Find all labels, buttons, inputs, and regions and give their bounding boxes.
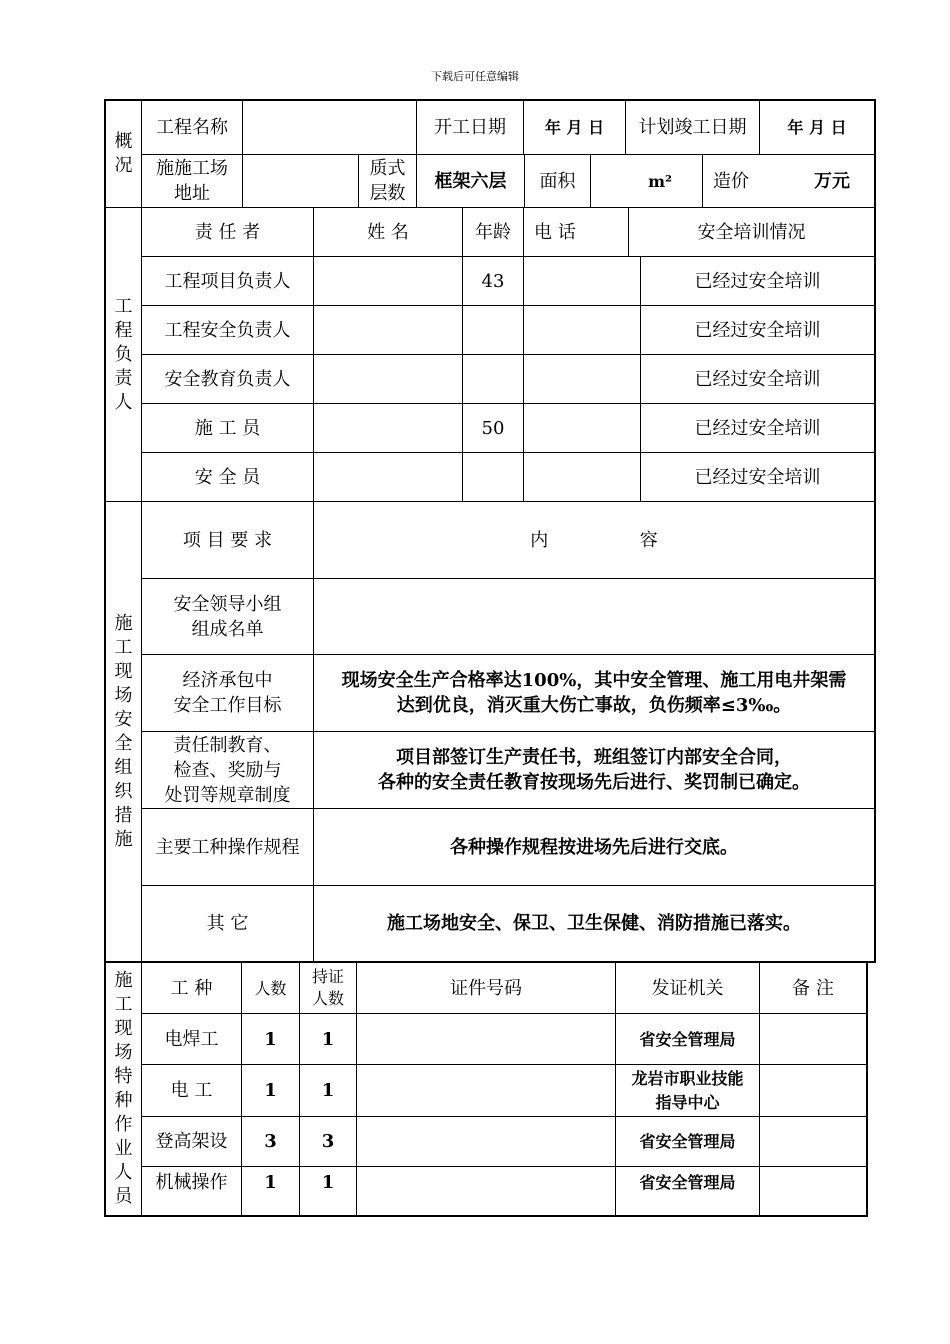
table-border-right-lower: [866, 963, 868, 1216]
header-trade: 工 种: [170, 977, 213, 999]
header-note: 下载后可任意编辑: [431, 70, 519, 83]
site-address-value[interactable]: [243, 155, 358, 207]
area-label: 面积: [539, 170, 576, 192]
role-cell: 工程项目负责人: [164, 270, 291, 292]
table-border-right: [874, 99, 876, 963]
start-date-label: 开工日期: [434, 117, 506, 138]
cert-no-cell[interactable]: [357, 1065, 615, 1116]
header-certified: 持证 人数: [311, 967, 344, 1008]
table-border-bottom: [104, 1215, 868, 1217]
project-name-label: 工程名称: [156, 117, 228, 138]
cost-label: 造价: [713, 170, 749, 192]
content-cell[interactable]: 项目部签订生产责任书，班组签订内部安全合同， 各种的安全责任教育按现场先后进行、奖罚制已确定。: [378, 747, 810, 793]
name-cell[interactable]: [314, 257, 462, 305]
trade-cell: 电 工: [170, 1080, 213, 1101]
phone-cell[interactable]: [524, 306, 640, 354]
note-cell[interactable]: [760, 1167, 866, 1215]
role-cell: 工程安全负责人: [164, 319, 291, 341]
item-cell: 主要工种操作规程: [155, 836, 300, 858]
role-cell: 安全教育负责人: [164, 368, 291, 390]
site-address-label: 施施工场 地址: [156, 158, 228, 204]
trade-cell: 机械操作: [155, 1171, 228, 1193]
planned-completion-label: 计划竣工日期: [638, 117, 747, 138]
training-cell[interactable]: 已经过安全培训: [694, 417, 821, 439]
area-unit[interactable]: m²: [648, 171, 672, 191]
header-cert-no: 证件号码: [450, 977, 522, 999]
section-measures-label: 施 工 现 场 安 全 组 织 措 施: [114, 612, 133, 850]
start-date-value[interactable]: 年 月 日: [544, 118, 605, 137]
planned-completion-value[interactable]: 年 月 日: [787, 118, 847, 137]
note-cell[interactable]: [760, 1065, 866, 1116]
cert-no-cell[interactable]: [357, 1167, 615, 1215]
training-cell[interactable]: 已经过安全培训: [694, 270, 821, 292]
age-cell[interactable]: [463, 355, 523, 403]
item-cell: 责任制教育、 检查、奖励与 处罚等规章制度: [164, 734, 291, 806]
cost-unit[interactable]: 万元: [814, 170, 850, 192]
count-cell[interactable]: 1: [264, 1028, 277, 1050]
certified-cell[interactable]: 1: [321, 1080, 335, 1101]
certified-cell[interactable]: 1: [321, 1028, 335, 1050]
age-cell[interactable]: 43: [481, 270, 505, 292]
header-name: 姓 名: [367, 221, 409, 243]
name-cell[interactable]: [314, 404, 462, 452]
training-cell[interactable]: 已经过安全培训: [694, 319, 821, 341]
header-age: 年龄: [475, 221, 511, 243]
header-note: 备 注: [792, 977, 834, 999]
header-role: 责 任 者: [194, 221, 261, 243]
content-cell[interactable]: 施工场地安全、保卫、卫生保健、消防措施已落实。: [387, 913, 801, 934]
count-cell[interactable]: 1: [264, 1171, 277, 1193]
header-content: 内 容: [530, 529, 658, 551]
note-cell[interactable]: [760, 1014, 866, 1064]
count-cell[interactable]: 3: [264, 1131, 277, 1152]
cert-no-cell[interactable]: [357, 1117, 615, 1166]
age-cell[interactable]: [463, 306, 523, 354]
training-cell[interactable]: 已经过安全培训: [694, 466, 821, 488]
content-cell[interactable]: 各种操作规程按进场先后进行交底。: [450, 836, 738, 858]
project-name-value[interactable]: [243, 101, 416, 154]
structure-label: 质式 层数: [369, 158, 406, 204]
item-cell: 经济承包中 安全工作目标: [173, 670, 282, 716]
header-phone: 电 话: [534, 221, 576, 243]
certified-cell[interactable]: 3: [321, 1131, 335, 1152]
name-cell[interactable]: [314, 306, 462, 354]
phone-cell[interactable]: [524, 257, 640, 305]
age-cell[interactable]: [463, 453, 523, 501]
name-cell[interactable]: [314, 355, 462, 403]
role-cell: 安 全 员: [194, 466, 261, 488]
section-responsible-label: 工 程 负 责 人: [114, 295, 133, 413]
trade-cell: 电焊工: [164, 1028, 219, 1050]
training-cell[interactable]: 已经过安全培训: [694, 368, 821, 390]
phone-cell[interactable]: [524, 404, 640, 452]
issuer-cell[interactable]: 省安全管理局: [639, 1172, 736, 1192]
item-cell: 安全领导小组 组成名单: [173, 593, 282, 640]
issuer-cell[interactable]: 龙岩市职业技能 指导中心: [631, 1068, 744, 1112]
certified-cell[interactable]: 1: [321, 1171, 335, 1193]
header-issuer: 发证机关: [651, 977, 724, 999]
cert-no-cell[interactable]: [357, 1014, 615, 1064]
issuer-cell[interactable]: 省安全管理局: [639, 1132, 736, 1151]
section-overview-label: 概 况: [114, 131, 133, 176]
phone-cell[interactable]: [524, 355, 640, 403]
structure-value[interactable]: 框架六层: [434, 170, 507, 192]
content-cell[interactable]: [314, 579, 874, 654]
count-cell[interactable]: 1: [264, 1080, 277, 1101]
trade-cell: 登高架设: [155, 1131, 228, 1152]
role-cell: 施 工 员: [194, 417, 261, 439]
content-cell[interactable]: 现场安全生产合格率达100%，其中安全管理、施工用电井架需 达到优良，消灭重大伤亡事故，负伤频率≤3‰。: [341, 670, 847, 716]
issuer-cell[interactable]: 省安全管理局: [639, 1029, 736, 1049]
note-cell[interactable]: [760, 1117, 866, 1166]
age-cell[interactable]: 50: [481, 417, 505, 439]
section-special-label: 施 工 现 场 特 种 作 业 人 员: [114, 970, 133, 1207]
phone-cell[interactable]: [524, 453, 640, 501]
header-item: 项 目 要 求: [182, 529, 273, 551]
header-training: 安全培训情况: [697, 221, 806, 243]
item-cell: 其 它: [206, 913, 249, 934]
name-cell[interactable]: [314, 453, 462, 501]
header-count: 人数: [254, 978, 287, 998]
